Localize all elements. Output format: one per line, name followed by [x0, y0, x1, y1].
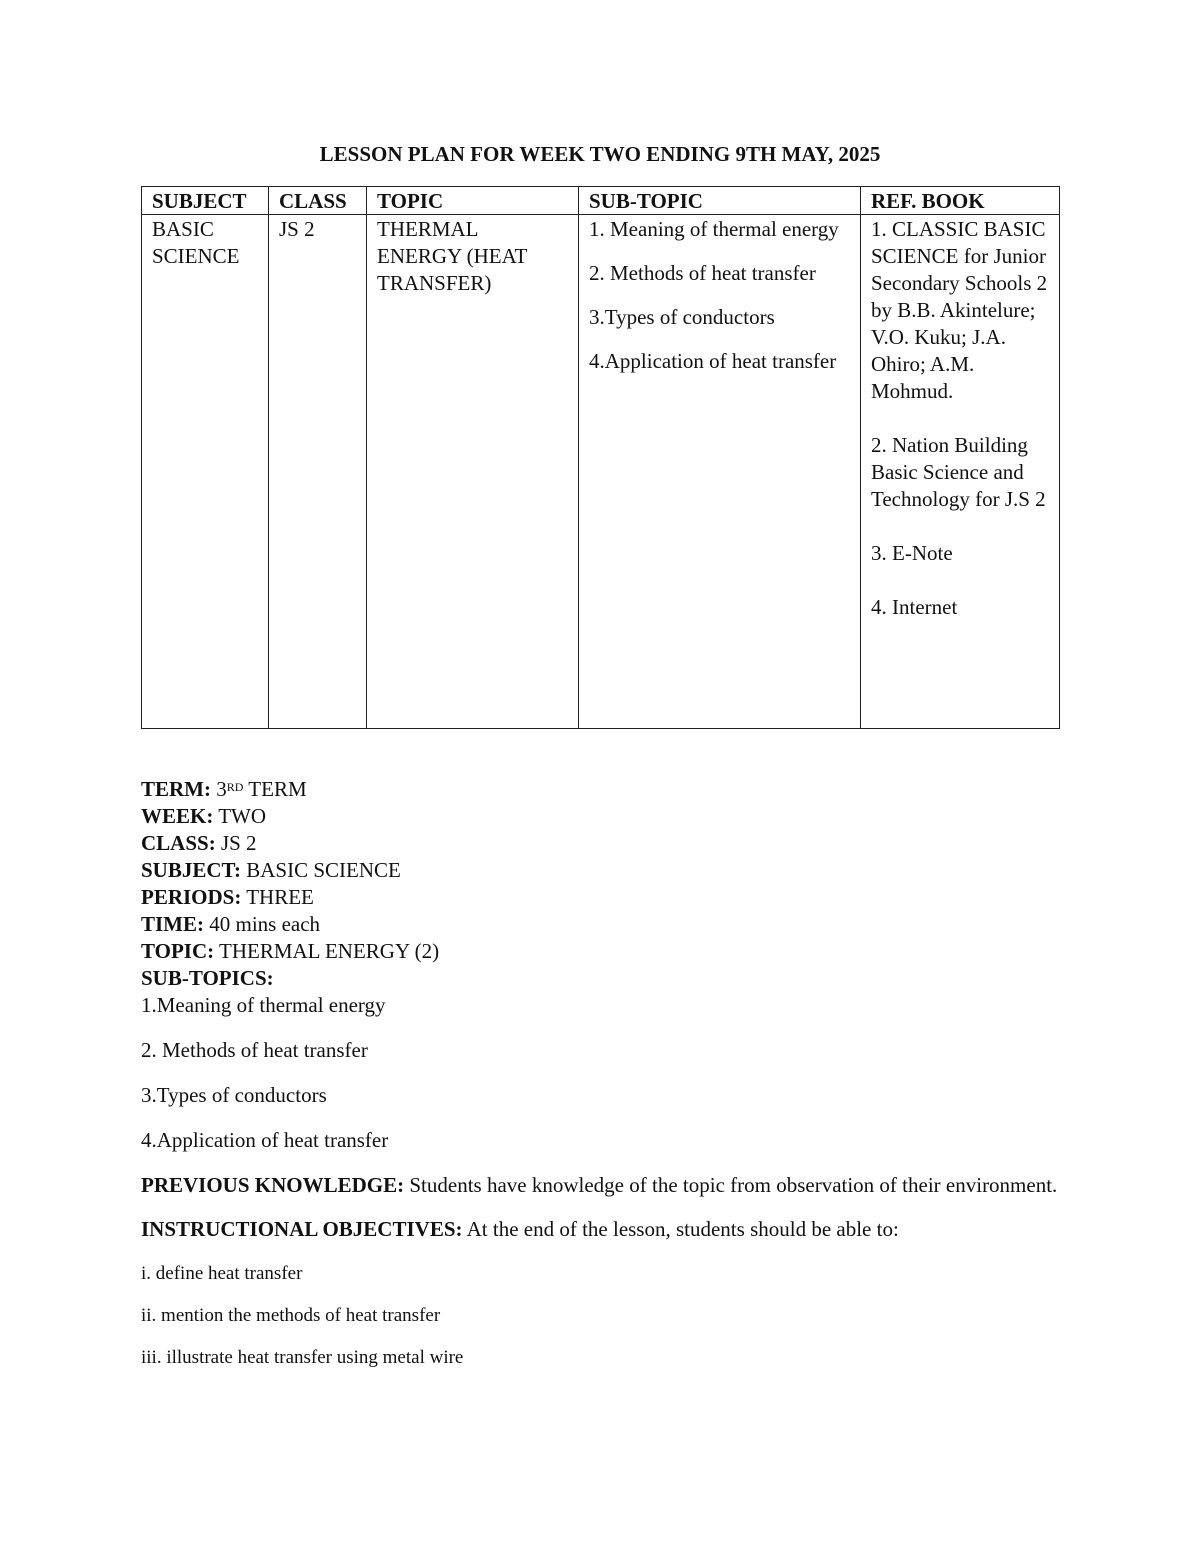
periods-label: PERIODS: [141, 885, 242, 909]
class-value: JS 2 [215, 831, 257, 855]
objective-item: i. define heat transfer [141, 1263, 303, 1284]
class-label: CLASS: [141, 831, 216, 855]
subtopics-label: SUB-TOPICS: [141, 966, 274, 990]
list-item: 1.Meaning of thermal energy [141, 993, 386, 1017]
previous-knowledge [141, 1172, 1061, 1199]
refbook-item: 2. Nation Building Basic Science and Technology for J.S 2 [871, 433, 1046, 511]
objective-item: ii. mention the methods of heat transfer [141, 1305, 441, 1326]
list-item: 3.Types of conductors [141, 1083, 327, 1107]
subtopic-item: 1. Meaning of thermal energy [589, 217, 839, 241]
cell-refbooks [861, 215, 1060, 729]
previous-knowledge-label: PREVIOUS KNOWLEDGE: [141, 1173, 405, 1197]
instructional-objectives [141, 1216, 1061, 1243]
table-header-row [142, 187, 1060, 215]
subtopic-item: 2. Methods of heat transfer [589, 261, 816, 285]
week-value: TWO [213, 804, 267, 828]
objectives-label: INSTRUCTIONAL OBJECTIVES: [141, 1217, 463, 1241]
cell-class: JS 2 [269, 215, 367, 729]
week-line [141, 803, 1061, 830]
header-class: CLASS [269, 187, 367, 215]
topic-label: TOPIC: [141, 939, 215, 963]
subject-label: SUBJECT: [141, 858, 241, 882]
term-label: TERM: [141, 777, 211, 801]
subtopics-line [141, 965, 1061, 992]
periods-value: THREE [241, 885, 314, 909]
time-value: 40 mins each [204, 912, 321, 936]
term-value-number: 3 [211, 777, 227, 801]
subtopic-item: 3.Types of conductors [589, 305, 775, 329]
cell-topic: THERMAL ENERGY (HEAT TRANSFER) [367, 215, 579, 729]
list-item: 4.Application of heat transfer [141, 1128, 389, 1152]
table-row [142, 215, 1060, 729]
previous-knowledge-text: Students have knowledge of the topic from observation of their environment. [404, 1173, 1058, 1197]
header-refbook: REF. BOOK [861, 187, 1060, 215]
periods-line [141, 884, 1061, 911]
refbook-item: 4. Internet [871, 595, 958, 619]
header-topic: TOPIC [367, 187, 579, 215]
list-item: 2. Methods of heat transfer [141, 1038, 368, 1062]
class-line [141, 830, 1061, 857]
refbook-item: 3. E-Note [871, 541, 953, 565]
term-line [141, 776, 1061, 803]
objective-item: iii. illustrate heat transfer using metal wire [141, 1347, 464, 1368]
header-subject: SUBJECT [142, 187, 269, 215]
refbook-item: 1. CLASSIC BASIC SCIENCE for Junior Secondary Schools 2 by B.B. Akintelure; V.O. Kuku; J.A. Ohiro; A.M. Mohmud. [871, 217, 1048, 403]
time-line [141, 911, 1061, 938]
lesson-details [141, 776, 1061, 1386]
term-value-superscript: RD [226, 780, 244, 794]
term-value-rest: TERM [243, 777, 307, 801]
page-title: LESSON PLAN FOR WEEK TWO ENDING 9TH MAY, 2025 [319, 142, 881, 166]
lesson-plan-table [141, 186, 1060, 729]
subject-value: BASIC SCIENCE [240, 858, 401, 882]
cell-subject: BASIC SCIENCE [142, 215, 269, 729]
cell-subtopics [579, 215, 861, 729]
objectives-text: At the end of the lesson, students should be able to: [462, 1217, 899, 1241]
topic-value: THERMAL ENERGY (2) [214, 939, 440, 963]
header-subtopic: SUB-TOPIC [579, 187, 861, 215]
topic-line [141, 938, 1061, 965]
time-label: TIME: [141, 912, 204, 936]
week-label: WEEK: [141, 804, 214, 828]
subject-line [141, 857, 1061, 884]
subtopic-item: 4.Application of heat transfer [589, 349, 837, 373]
